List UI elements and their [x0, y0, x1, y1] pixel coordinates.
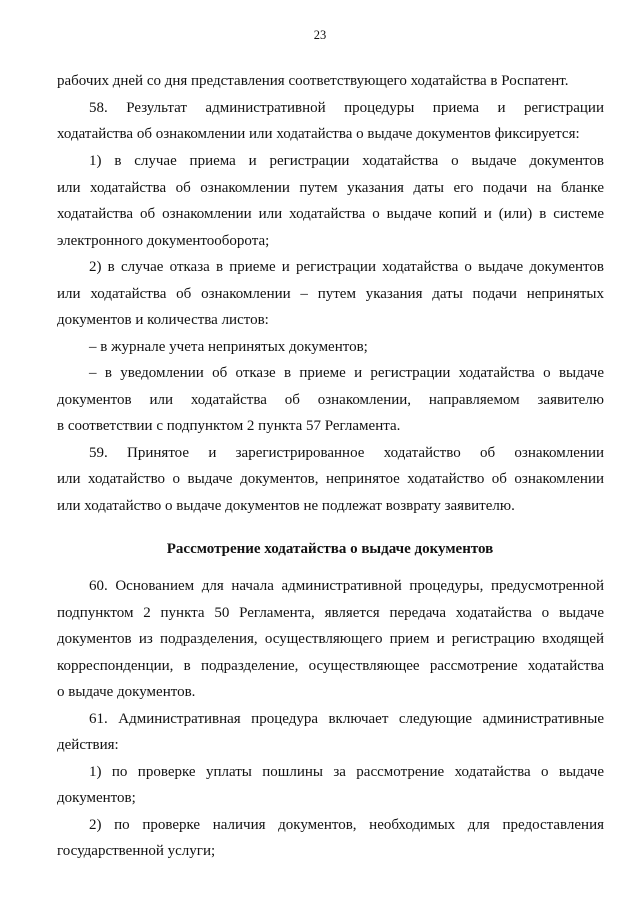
paragraph-line: 58. Результат административной процедуры приема и регистрации	[89, 100, 604, 116]
paragraph-line: электронного документооборота;	[57, 233, 270, 249]
paragraph-line: 1) в случае приема и регистрации ходатайства о выдаче документов	[89, 153, 604, 169]
paragraph-line: – в журнале учета непринятых документов;	[89, 339, 368, 355]
paragraph-line: ходатайства об ознакомлении или ходатайства о выдаче документов фиксируется:	[57, 126, 580, 142]
paragraph-line: или ходатайства об ознакомлении – путем указания даты подачи непринятых	[57, 286, 604, 302]
paragraph-line: рабочих дней со дня представления соответствующего ходатайства в Роспатент.	[57, 73, 569, 89]
paragraph-line: государственной услуги;	[57, 843, 216, 859]
paragraph-line: о выдаче документов.	[57, 684, 196, 700]
paragraph-line: действия:	[57, 737, 119, 753]
paragraph-line: документов и количества листов:	[57, 312, 269, 328]
paragraph-line: – в уведомлении об отказе в приеме и регистрации ходатайства о выдаче	[89, 365, 604, 381]
paragraph-line: ходатайства об ознакомлении или ходатайства о выдаче копий и (или) в системе	[57, 206, 604, 222]
paragraph-line: 60. Основанием для начала административной процедуры, предусмотренной	[89, 578, 604, 594]
paragraph-line: документов;	[57, 790, 136, 806]
paragraph-line: или ходатайства об ознакомлении путем указания даты его подачи на бланке	[57, 180, 604, 196]
paragraph-line: 2) по проверке наличия документов, необходимых для предоставления	[89, 817, 604, 833]
paragraph-line: документов из подразделения, осуществляющего прием и регистрацию входящей	[57, 631, 604, 647]
paragraph-line: в соответствии с подпунктом 2 пункта 57 Регламента.	[57, 418, 401, 434]
paragraph-line: 2) в случае отказа в приеме и регистрации ходатайства о выдаче документов	[89, 259, 604, 275]
paragraph-line: или ходатайство о выдаче документов не подлежат возврату заявителю.	[57, 498, 515, 514]
section-heading: Рассмотрение ходатайства о выдаче документов	[166, 541, 494, 557]
paragraph-line: 1) по проверке уплаты пошлины за рассмотрение ходатайства о выдаче	[89, 764, 604, 780]
paragraph-line: документов или ходатайства об ознакомлении, направляемом заявителю	[57, 392, 604, 408]
paragraph-line: 61. Административная процедура включает следующие административные	[89, 711, 604, 727]
paragraph-line: 59. Принятое и зарегистрированное ходатайство об ознакомлении	[89, 445, 604, 461]
paragraph-line: подпунктом 2 пункта 50 Регламента, является передача ходатайства о выдаче	[57, 605, 604, 621]
page-number: 23	[313, 28, 327, 42]
paragraph-line: корреспонденции, в подразделение, осуществляющее рассмотрение ходатайства	[57, 658, 604, 674]
paragraph-line: или ходатайство о выдаче документов, непринятое ходатайство об ознакомлении	[57, 471, 604, 487]
